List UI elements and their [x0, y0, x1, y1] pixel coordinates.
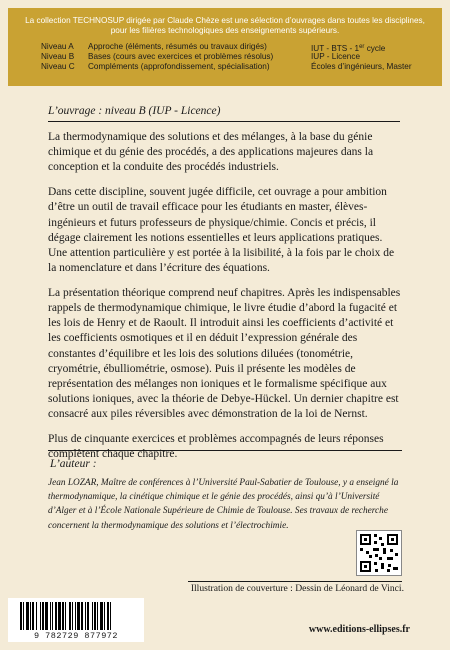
barcode-bar — [65, 602, 66, 630]
level-row — [41, 62, 441, 72]
level-target: IUP - Licence — [311, 52, 360, 62]
barcode-bar — [58, 602, 61, 630]
isbn-number: 9 782729 877972 — [33, 631, 118, 641]
divider — [188, 581, 402, 582]
author-heading: L’auteur : — [50, 458, 97, 470]
author-bio: Jean LOZAR, Maître de conférences à l’Université Paul-Sabatier de Toulouse, y a enseigné la thermodynamique, la cinétique chimique et le génie des procédés, ainsi qu’à l’Université d’Alger et à l’École Nationale Supérieure de Chimie de Toulouse. Ses travaux de recherche concernent la thermodynamique des solutions et l’électrochimie. — [48, 478, 399, 531]
collection-banner — [8, 8, 442, 86]
level-row — [41, 42, 441, 52]
barcode-bar — [26, 602, 29, 630]
section-title: L’ouvrage : niveau B (IUP - Licence) — [48, 104, 400, 122]
barcode-bar — [92, 602, 93, 630]
description-paragraph: La thermodynamique des solutions et des mélanges, à la base du génie chimique et du génie des procédés, a des applications majeures dans la conception et la conduite des procédés industriels. — [48, 131, 374, 174]
qr-code-icon — [356, 530, 402, 576]
barcode-bar — [104, 602, 105, 630]
barcode-bar — [81, 602, 83, 630]
barcode-bar — [23, 602, 24, 630]
barcode-bar — [30, 602, 31, 630]
barcode-bar — [62, 602, 64, 630]
level-target: Écoles d’ingénieurs, Master — [311, 62, 412, 72]
level-target-sup: er — [359, 44, 365, 50]
barcode-bar — [107, 602, 109, 630]
level-name: Niveau A — [41, 42, 74, 51]
barcode-bar — [20, 602, 22, 630]
level-row — [41, 52, 441, 62]
level-description: Bases (cours avec exercices et problèmes résolus) — [88, 52, 274, 62]
barcode-bar — [32, 602, 34, 630]
barcode-bar — [97, 602, 98, 630]
level-target-text: IUT - BTS - 1 — [311, 44, 360, 53]
barcode-bar — [72, 602, 73, 630]
level-target-text: cycle — [364, 44, 386, 53]
description-paragraph: Plus de cinquante exercices et problèmes accompagnés de leurs réponses complètent chaque chapitre. — [48, 433, 384, 461]
intro-line: pour les filières technologiques des enseignements supérieurs. — [110, 26, 340, 35]
barcode-bar — [100, 602, 103, 630]
barcode-bar — [40, 602, 41, 630]
divider — [48, 450, 402, 451]
barcode-bar — [52, 602, 53, 630]
barcode-graphic — [18, 602, 134, 632]
barcode-bar — [50, 602, 51, 630]
barcode-bar — [45, 602, 48, 630]
barcode-bar — [94, 602, 96, 630]
barcode-bar — [69, 602, 71, 630]
barcode-bar — [36, 602, 37, 630]
book-description — [48, 104, 402, 472]
barcode-bar — [75, 602, 76, 630]
barcode-bar — [110, 602, 111, 630]
cover-credit: Illustration de couverture : Dessin de Léonard de Vinci. — [190, 583, 404, 594]
level-name: Niveau B — [41, 52, 75, 62]
publisher-website: www.editions-ellipses.fr — [308, 624, 410, 635]
description-paragraph: Dans cette discipline, souvent jugée difficile, cet ouvrage a pour ambition d’être un outil de travail efficace pour les étudiants en master, élèves-ingénieurs et futurs professeurs de physique/chimie. Concis et précis, il dégage clairement les notions essentielles et leurs applications pratiques. Une attention particulière y est portée à la lisibilité, à la fois par le choix de la nomenclature et dans l’écriture des équations. — [48, 186, 395, 275]
barcode-bar — [87, 602, 89, 630]
level-description: Compléments (approfondissement, spécialisation) — [88, 62, 270, 72]
barcode-bar — [77, 602, 80, 630]
qr-code-graphic — [357, 531, 401, 575]
barcode-bar — [42, 602, 44, 630]
level-description: Approche (éléments, résumés ou travaux dirigés) — [88, 42, 267, 51]
description-paragraph: La présentation théorique comprend neuf chapitres. Après les indispensables rappels de thermodynamique chimique, le livre étudie d’abord la fugacité et les lois de Henry et de Raoult. Il introduit ainsi les coefficients d’activité et les coefficients osmotiques et il en déduit l’expression générale des constantes d’équilibre et les lois des solutions diluées (tonométrie, cryométrie, ébulliométrie, osmose). Puis il présente les modèles de représentation des mélanges non ioniques et le formalisme spécifique aux solutions ioniques, avec la théorie de Debye-Hückel. Un dernier chapitre est consacré aux piles réversibles avec démonstration de la loi de Nernst. — [48, 286, 401, 421]
intro-line: La collection TECHNOSUP dirigée par Claude Chèze est une sélection d’ouvrages dans toutes les disciplines, — [25, 16, 425, 25]
level-name: Niveau C — [41, 62, 75, 72]
collection-intro — [8, 16, 442, 36]
barcode-bar — [55, 602, 57, 630]
isbn-barcode — [8, 598, 144, 642]
barcode-bar — [85, 602, 86, 630]
levels-table — [41, 42, 441, 73]
